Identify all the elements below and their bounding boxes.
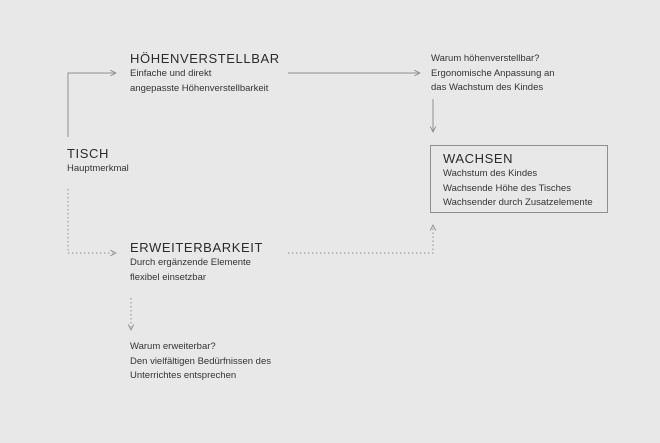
node-line: Warum erweiterbar? bbox=[130, 341, 216, 352]
node-line: Warum höhenverstellbar? bbox=[431, 53, 540, 64]
node-tisch bbox=[67, 146, 129, 177]
node-warum-hoehenverstellbar bbox=[431, 52, 555, 96]
node-line: Durch ergänzende Elemente bbox=[130, 257, 251, 268]
node-line: Wachsender durch Zusatzelemente bbox=[443, 197, 593, 208]
node-line: Unterrichtes entsprechen bbox=[130, 370, 237, 381]
connector-tisch-to-hoehenverstellbar bbox=[68, 73, 116, 137]
node-line: Den vielfältigen Bedürfnissen des bbox=[130, 355, 272, 367]
node-line: das Wachstum des Kindes bbox=[431, 82, 544, 93]
connector-tisch-to-erweiterbarkeit bbox=[68, 189, 116, 253]
node-title: ERWEITERBARKEIT bbox=[130, 240, 264, 255]
node-line: angepasste Höhenverstellbarkeit bbox=[130, 82, 269, 94]
node-wachsen bbox=[443, 151, 593, 211]
node-line: Ergonomische Anpassung an bbox=[431, 67, 555, 79]
node-line: Wachstum des Kindes bbox=[443, 168, 538, 179]
node-line: Wachsende Höhe des Tisches bbox=[443, 182, 571, 194]
node-line: Einfache und direkt bbox=[130, 68, 212, 79]
node-title: TISCH bbox=[67, 146, 109, 161]
node-line: flexibel einsetzbar bbox=[130, 271, 207, 283]
connector-erweiterbarkeit-to-wachsen bbox=[288, 225, 433, 253]
node-hoehenverstellbar bbox=[130, 51, 280, 96]
node-warum-erweiterbar bbox=[130, 340, 271, 384]
node-title: WACHSEN bbox=[443, 151, 514, 166]
node-subtitle: Hauptmerkmal bbox=[67, 163, 129, 174]
node-erweiterbarkeit bbox=[130, 240, 263, 285]
node-title: HÖHENVERSTELLBAR bbox=[130, 51, 280, 66]
